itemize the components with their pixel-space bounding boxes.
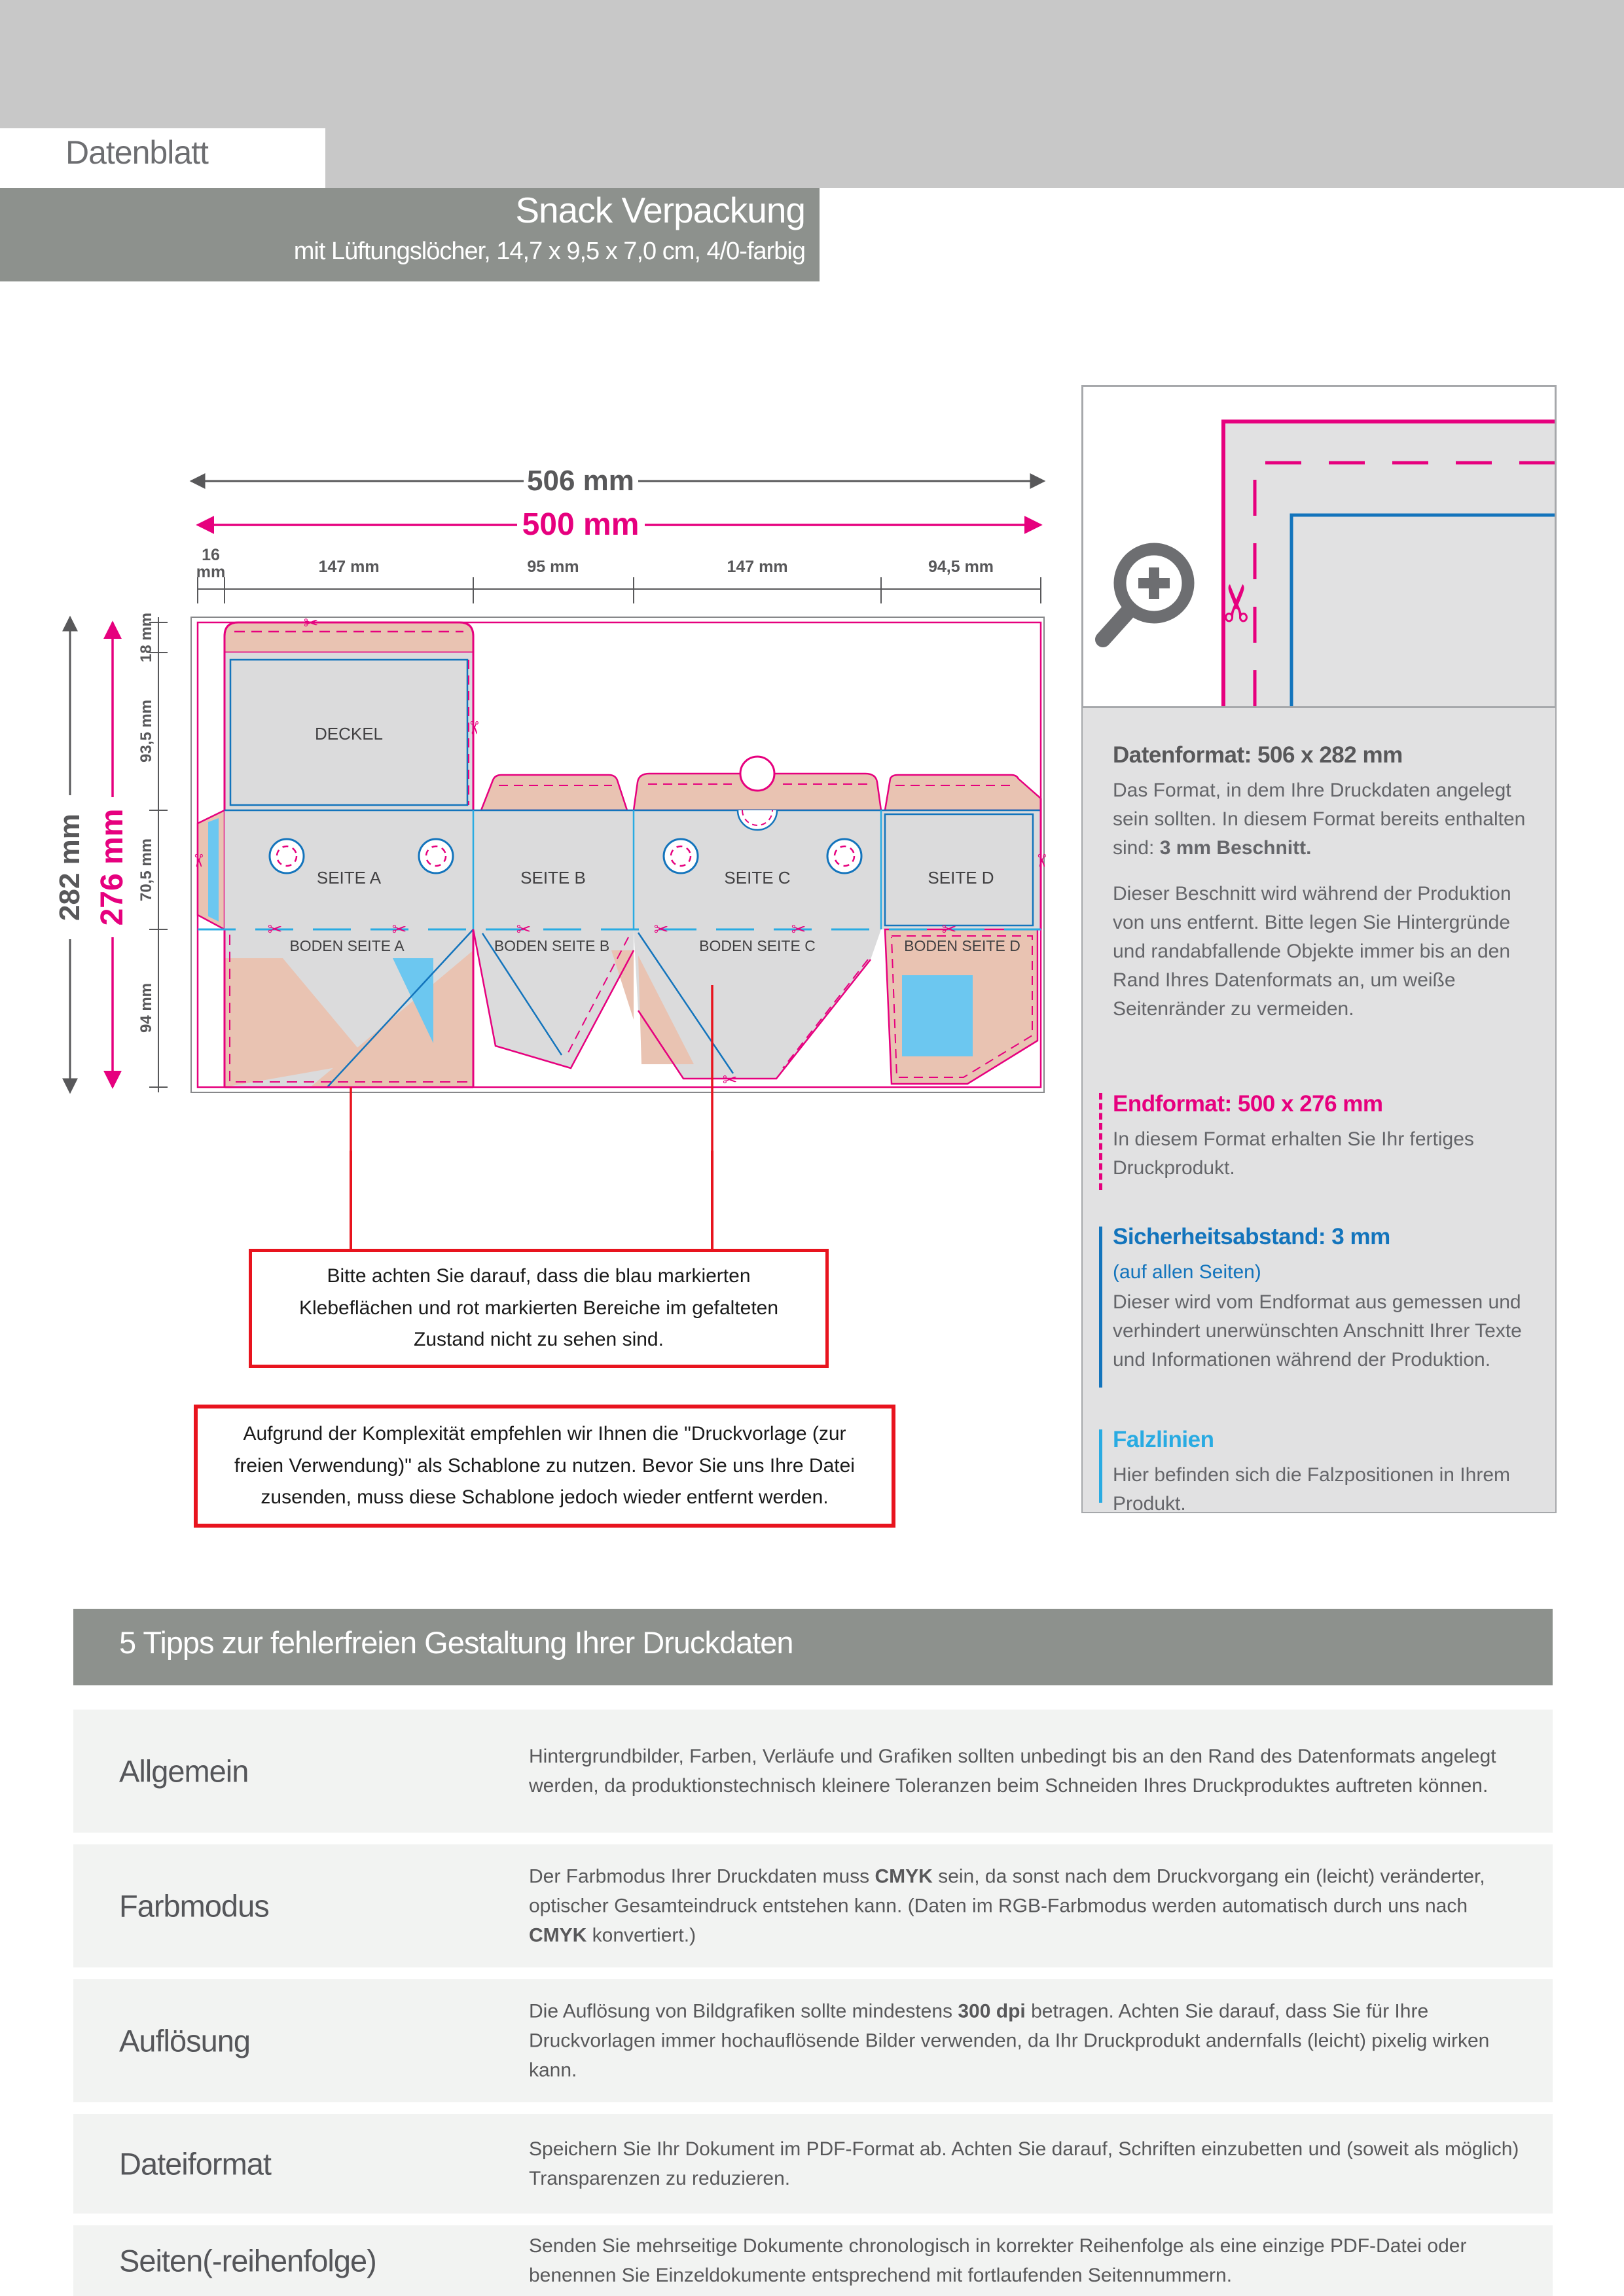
endformat-body: In diesem Format erhalten Sie Ihr fertiges Druckprodukt.: [1113, 1128, 1474, 1179]
notch-cutout: [740, 757, 774, 791]
scissors-icon: ✂: [516, 920, 532, 939]
endformat-marker: [1099, 1093, 1102, 1190]
dieline-diagram: [0, 432, 1087, 1152]
dimension-total-width: [191, 465, 1044, 497]
scissors-icon: ✂: [1032, 853, 1051, 869]
falz-marker: [1099, 1429, 1102, 1503]
label-boden-a: BODEN SEITE A: [289, 937, 405, 954]
total-height-label: 282 mm: [54, 814, 86, 921]
width-segment-ticks: [198, 577, 1041, 603]
seg-94-5: 94,5 mm: [928, 558, 994, 576]
width-segment-labels: [196, 546, 994, 581]
scissors-icon: ✂: [1208, 581, 1266, 624]
note-template: Aufgrund der Komplexität empfehlen wir Ihnen die "Druckvorlage (zur freien Verwendung)" als Schablone zu nutzen. Bevor Sie uns Ihre Datei zusenden, muss diese Schablone jedoch wieder entfernt werden.: [194, 1405, 895, 1528]
dimension-total-height: [54, 617, 86, 1092]
tip-label: Seiten(-reihenfolge): [119, 2243, 376, 2278]
trim-height-label: 276 mm: [95, 808, 130, 926]
label-seite-d: SEITE D: [928, 868, 994, 888]
seg-94: 94 mm: [137, 982, 155, 1033]
seg-70-5: 70,5 mm: [137, 838, 155, 902]
product-subtitle: mit Lüftungslöcher, 14,7 x 9,5 x 7,0 cm, 4/0-farbig: [293, 238, 805, 265]
scissors-icon: ✂: [391, 920, 407, 939]
tip-body: Senden Sie mehrseitige Dokumente chronologisch in korrekter Reihenfolge als eine einzige PDF-Datei oder benennen Sie Einzeldokumente entsprechend mit fortlaufenden Seitennummern.: [529, 2235, 1467, 2286]
tip-body: Die Auflösung von Bildgrafiken sollte mindestens 300 dpi betragen. Achten Sie darauf, dass Sie für Ihre Druckvorlagen immer hochauflösende Bilder verwenden, da Ihr Druckprodukt andernfalls (leicht) pixelig wirken kann.: [529, 2000, 1490, 2081]
tip-body: Der Farbmodus Ihrer Druckdaten muss CMYK sein, da sonst nach dem Druckvorgang ein (leicht) veränderter, optischer Gesamteindruck entstehen kann. (Daten im RGB-Farbmodus werden automatisch durch uns nach CMYK konvertiert.): [529, 1865, 1485, 1946]
endformat-heading: Endformat: 500 x 276 mm: [1113, 1091, 1383, 1117]
glue-flap-top: [225, 622, 473, 653]
seg-16-l2: mm: [196, 563, 226, 581]
tip-row-allgemein: [73, 1710, 1553, 1833]
height-segment-labels: [137, 613, 155, 1033]
note-glue-areas: Bitte achten Sie darauf, dass die blau markierten Klebeflächen und rot markierten Bereiche im gefalteten Zustand nicht zu sehen sind.: [249, 1249, 829, 1368]
glue-area-d-blue: [902, 975, 973, 1056]
dimension-trim-width: [198, 507, 1041, 542]
safety-marker: [1099, 1227, 1102, 1388]
label-boden-d: BODEN SEITE D: [904, 937, 1020, 954]
scissors-icon: ✂: [791, 920, 806, 939]
scissors-icon: ✂: [653, 920, 669, 939]
seg-93-5: 93,5 mm: [137, 699, 155, 763]
label-deckel: DECKEL: [314, 724, 384, 744]
tips-header-bar: [73, 1609, 1553, 1685]
sicherheitsabstand-sub: (auf allen Seiten): [1113, 1261, 1261, 1283]
label-seite-a: SEITE A: [316, 868, 382, 888]
tip-row-seitenreihenfolge: [73, 2225, 1553, 2296]
glue-flap-b: [481, 775, 627, 810]
tip-label: Dateiformat: [119, 2146, 271, 2181]
seg-18: 18 mm: [137, 612, 155, 663]
tip-row-aufloesung: [73, 1979, 1553, 2102]
scissors-icon: ✂: [464, 720, 484, 736]
datenformat-body2: Dieser Beschnitt wird während der Produktion von uns entfernt. Bitte legen Sie Hintergründe und randabfallende Objekte immer bis an den Rand Ihres Datenformats an, um weiße Seitenränder zu vermeiden.: [1113, 883, 1511, 1020]
total-width-label: 506 mm: [527, 465, 634, 497]
tip-body: Speichern Sie Ihr Dokument im PDF-Format ab. Achten Sie darauf, Schriften einzubetten und (soweit als möglich) Transparenzen zu reduzieren.: [529, 2138, 1519, 2189]
datenformat-heading: Datenformat: 506 x 282 mm: [1113, 742, 1403, 768]
product-banner: [0, 188, 820, 281]
glue-flap-d: [885, 775, 1041, 810]
tip-body: Hintergrundbilder, Farben, Verläufe und Grafiken sollten unbedingt bis an den Rand des Datenformats angelegt werden, da produktionstechnisch kleinere Toleranzen beim Schneiden Ihres Druckproduktes auftreten können.: [529, 1746, 1496, 1797]
tip-row-dateiformat: [73, 2114, 1553, 2214]
label-boden-b: BODEN SEITE B: [494, 937, 610, 954]
product-title: Snack Verpackung: [515, 190, 805, 230]
tip-row-farbmodus: [73, 1844, 1553, 1967]
tip-label: Farbmodus: [119, 1888, 269, 1924]
seg-95: 95 mm: [527, 558, 579, 576]
seg-16-l1: 16: [202, 546, 220, 564]
magnifier-plus-icon: [1103, 549, 1188, 639]
falzlinien-heading: Falzlinien: [1113, 1427, 1214, 1452]
label-boden-c: BODEN SEITE C: [699, 937, 816, 954]
seg-147b: 147 mm: [727, 558, 788, 576]
seg-147a: 147 mm: [318, 558, 380, 576]
dimension-trim-height: [95, 622, 130, 1087]
datenformat-body: Das Format, in dem Ihre Druckdaten angelegt sein sollten. In diesem Format bereits enthalten sind: 3 mm Beschnitt.: [1113, 780, 1526, 859]
trim-width-label: 500 mm: [522, 507, 640, 542]
sicherheitsabstand-heading: Sicherheitsabstand: 3 mm: [1113, 1224, 1390, 1249]
glue-area-left-blue: [208, 818, 219, 922]
label-seite-c: SEITE C: [724, 868, 791, 888]
tip-label: Allgemein: [119, 1753, 249, 1789]
die-shape: [198, 622, 1041, 1087]
zoom-inset: [1081, 385, 1557, 708]
falzlinien-body: Hier befinden sich die Falzpositionen in Ihrem Produkt.: [1113, 1464, 1510, 1515]
scissors-icon: ✂: [189, 853, 208, 869]
leader-line-right: [711, 1151, 713, 1250]
leader-line-left: [350, 1151, 352, 1250]
sicherheitsabstand-body: Dieser wird vom Endformat aus gemessen und verhindert unerwünschten Anschnitt Ihrer Texte und Informationen während der Produktion.: [1113, 1291, 1522, 1371]
datenblatt-label: Datenblatt: [65, 134, 208, 171]
label-seite-b: SEITE B: [520, 868, 586, 888]
datenblatt-badge: [0, 128, 325, 188]
scissors-icon: ✂: [267, 920, 283, 939]
format-info-panel: [1081, 708, 1557, 1513]
tip-label: Auflösung: [119, 2023, 251, 2058]
zoom-inset-graphic: [1083, 387, 1555, 706]
tips-title: 5 Tipps zur fehlerfreien Gestaltung Ihrer Druckdaten: [119, 1625, 793, 1660]
scissors-icon: ✂: [941, 920, 957, 939]
scissors-icon: ✂: [303, 613, 319, 633]
scissors-icon: ✂: [722, 1070, 738, 1090]
